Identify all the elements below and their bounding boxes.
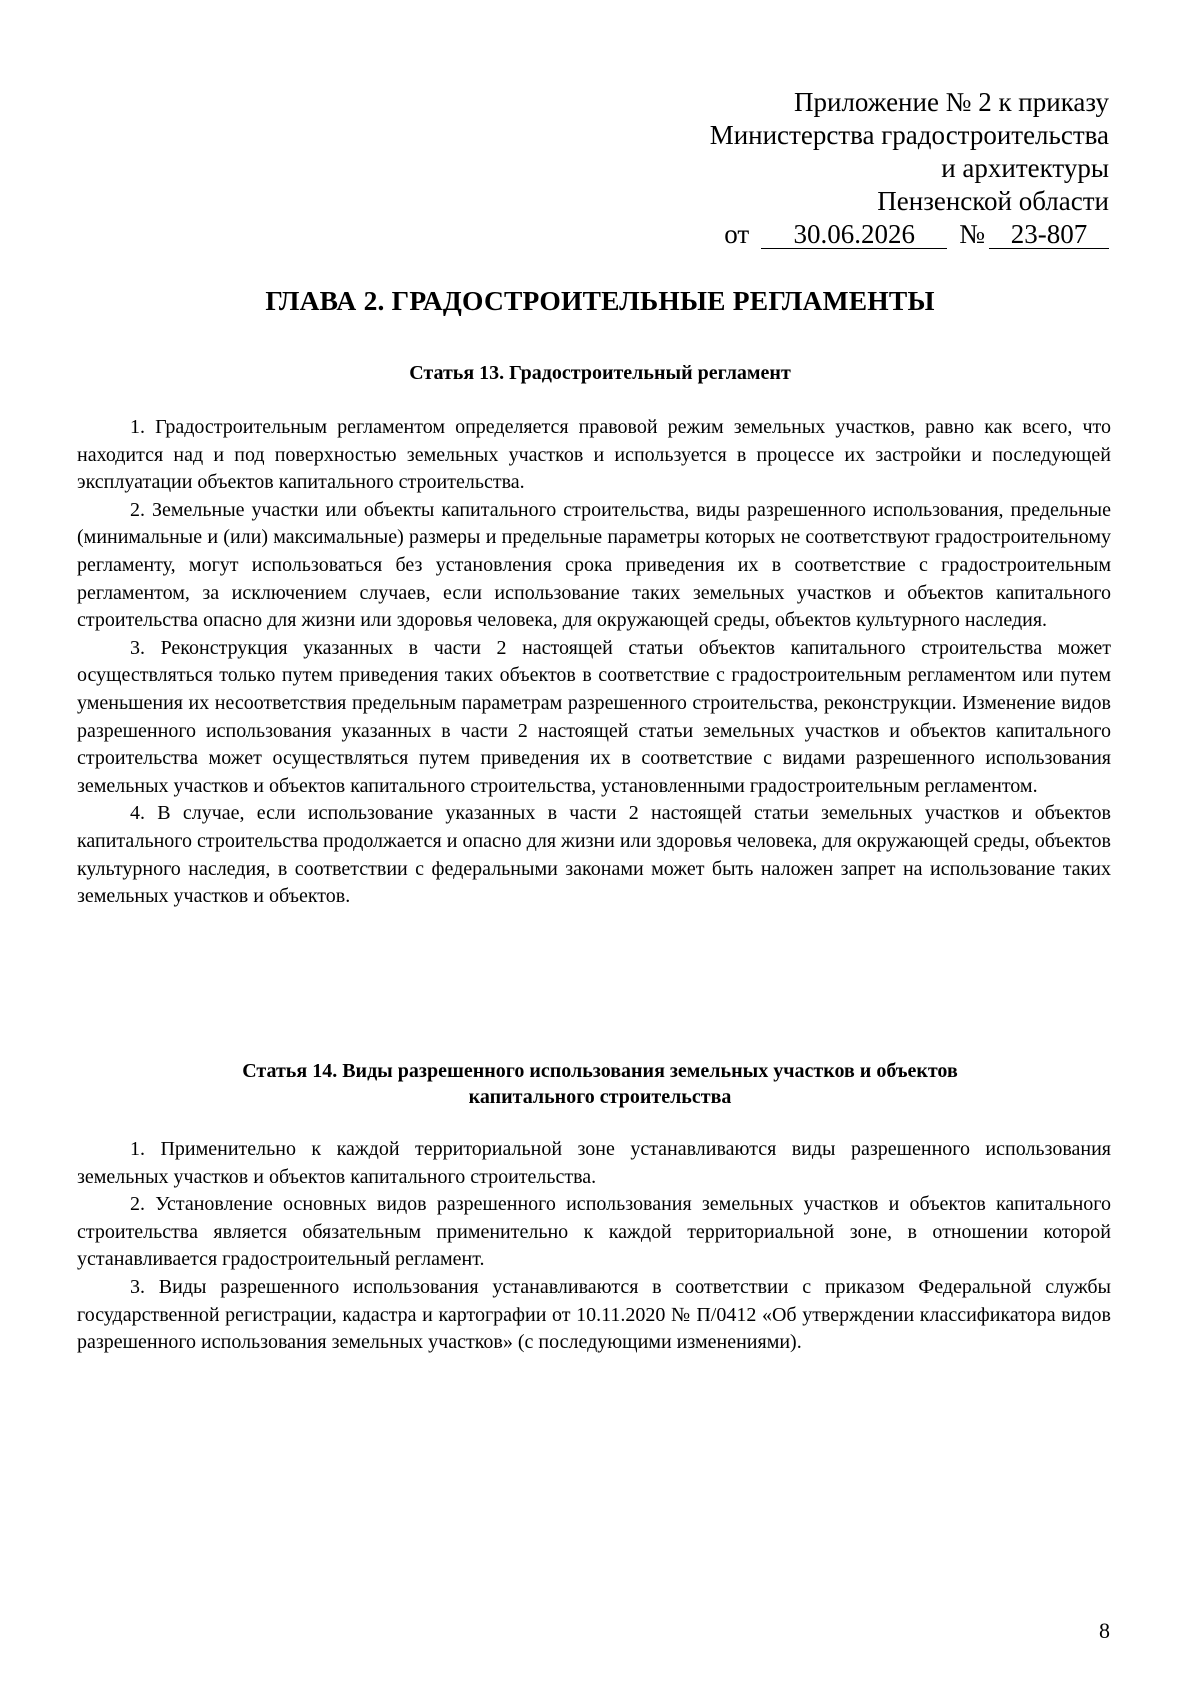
appendix-header xyxy=(549,86,1109,251)
article-13-paragraph-2: 2. Земельные участки или объекты капитального строительства, виды разрешенного использования, предельные (минимальные и (или) максимальные) размеры и предельные параметры которых не соответствуют градостроительному регламенту, могут использоваться без установления срока приведения их в соответствие с градостроительным регламентом, за исключением случаев, если использование таких земельных участков и объектов капитального строительства опасно для жизни или здоровья человека, для окружающей среды, объектов культурного наследия. xyxy=(77,498,1111,632)
order-reference xyxy=(549,218,1109,251)
article-14-paragraph-2: 2. Установление основных видов разрешенного использования земельных участков и объектов капитального строительства является обязательным применительно к каждой территориальной зоне, в отношении которой устанавливается градостроительный регламент. xyxy=(77,1193,1111,1271)
article-14-body xyxy=(77,1136,1111,1357)
appendix-header-line: и архитектуры xyxy=(941,153,1109,183)
order-number-label: № xyxy=(959,219,985,249)
article-14-title-line-1: Статья 14. Виды разрешенного использования земельных участков и объектов xyxy=(242,1060,958,1082)
appendix-header-line: Приложение № 2 к приказу xyxy=(794,87,1109,117)
article-14-paragraph-1: 1. Применительно к каждой территориальной зоне устанавливаются виды разрешенного использования земельных участков и объектов капитального строительства. xyxy=(77,1138,1111,1188)
article-14-paragraph-3: 3. Виды разрешенного использования устанавливаются в соответствии с приказом Федеральной службы государственной регистрации, кадастра и картографии от 10.11.2020 № П/0412 «Об утверждении классификатора видов разрешенного использования земельных участков» (с последующими изменениями). xyxy=(77,1275,1111,1354)
order-date: 30.06.2026 xyxy=(761,220,947,249)
chapter-title: ГЛАВА 2. ГРАДОСТРОИТЕЛЬНЫЕ РЕГЛАМЕНТЫ xyxy=(265,285,935,316)
page-number: 8 xyxy=(1099,1618,1110,1643)
order-number: 23-807 xyxy=(989,220,1109,249)
article-13-paragraph-3: 3. Реконструкция указанных в части 2 настоящей статьи объектов капитального строительства может осуществляться только путем приведения таких объектов в соответствие с градостроительным регламентом или путем уменьшения их несоответствия предельным параметрам разрешенного строительства, реконструкции. Изменение видов разрешенного использования указанных в части 2 настоящей статьи земельных участков и объектов капитального строительства может осуществляться путем приведения их в соответствие с видами разрешенного использования земельных участков и объектов капитального строительства, установленными градостроительным регламентом. xyxy=(77,636,1111,797)
article-14-title-line-2: капитального строительства xyxy=(468,1086,732,1108)
appendix-header-line: Министерства градостроительства xyxy=(709,120,1109,150)
order-from-label: от xyxy=(724,219,750,249)
article-13-paragraph-4: 4. В случае, если использование указанных в части 2 настоящей статьи земельных участков и объектов капитального строительства продолжается и опасно для жизни или здоровья человека, для окружающей среды, объектов культурного наследия, в соответствии с федеральными законами может быть наложен запрет на использование таких земельных участков и объектов. xyxy=(77,802,1111,908)
article-13-body xyxy=(77,414,1111,911)
appendix-header-line: Пензенской области xyxy=(877,186,1109,216)
article-13-title: Статья 13. Градостроительный регламент xyxy=(409,362,791,384)
article-13-paragraph-1: 1. Градостроительным регламентом определяется правовой режим земельных участков, равно как всего, что находится над и под поверхностью земельных участков и используется в процессе их застройки и последующей эксплуатации объектов капитального строительства. xyxy=(77,416,1111,494)
article-14-title xyxy=(140,1058,1060,1110)
